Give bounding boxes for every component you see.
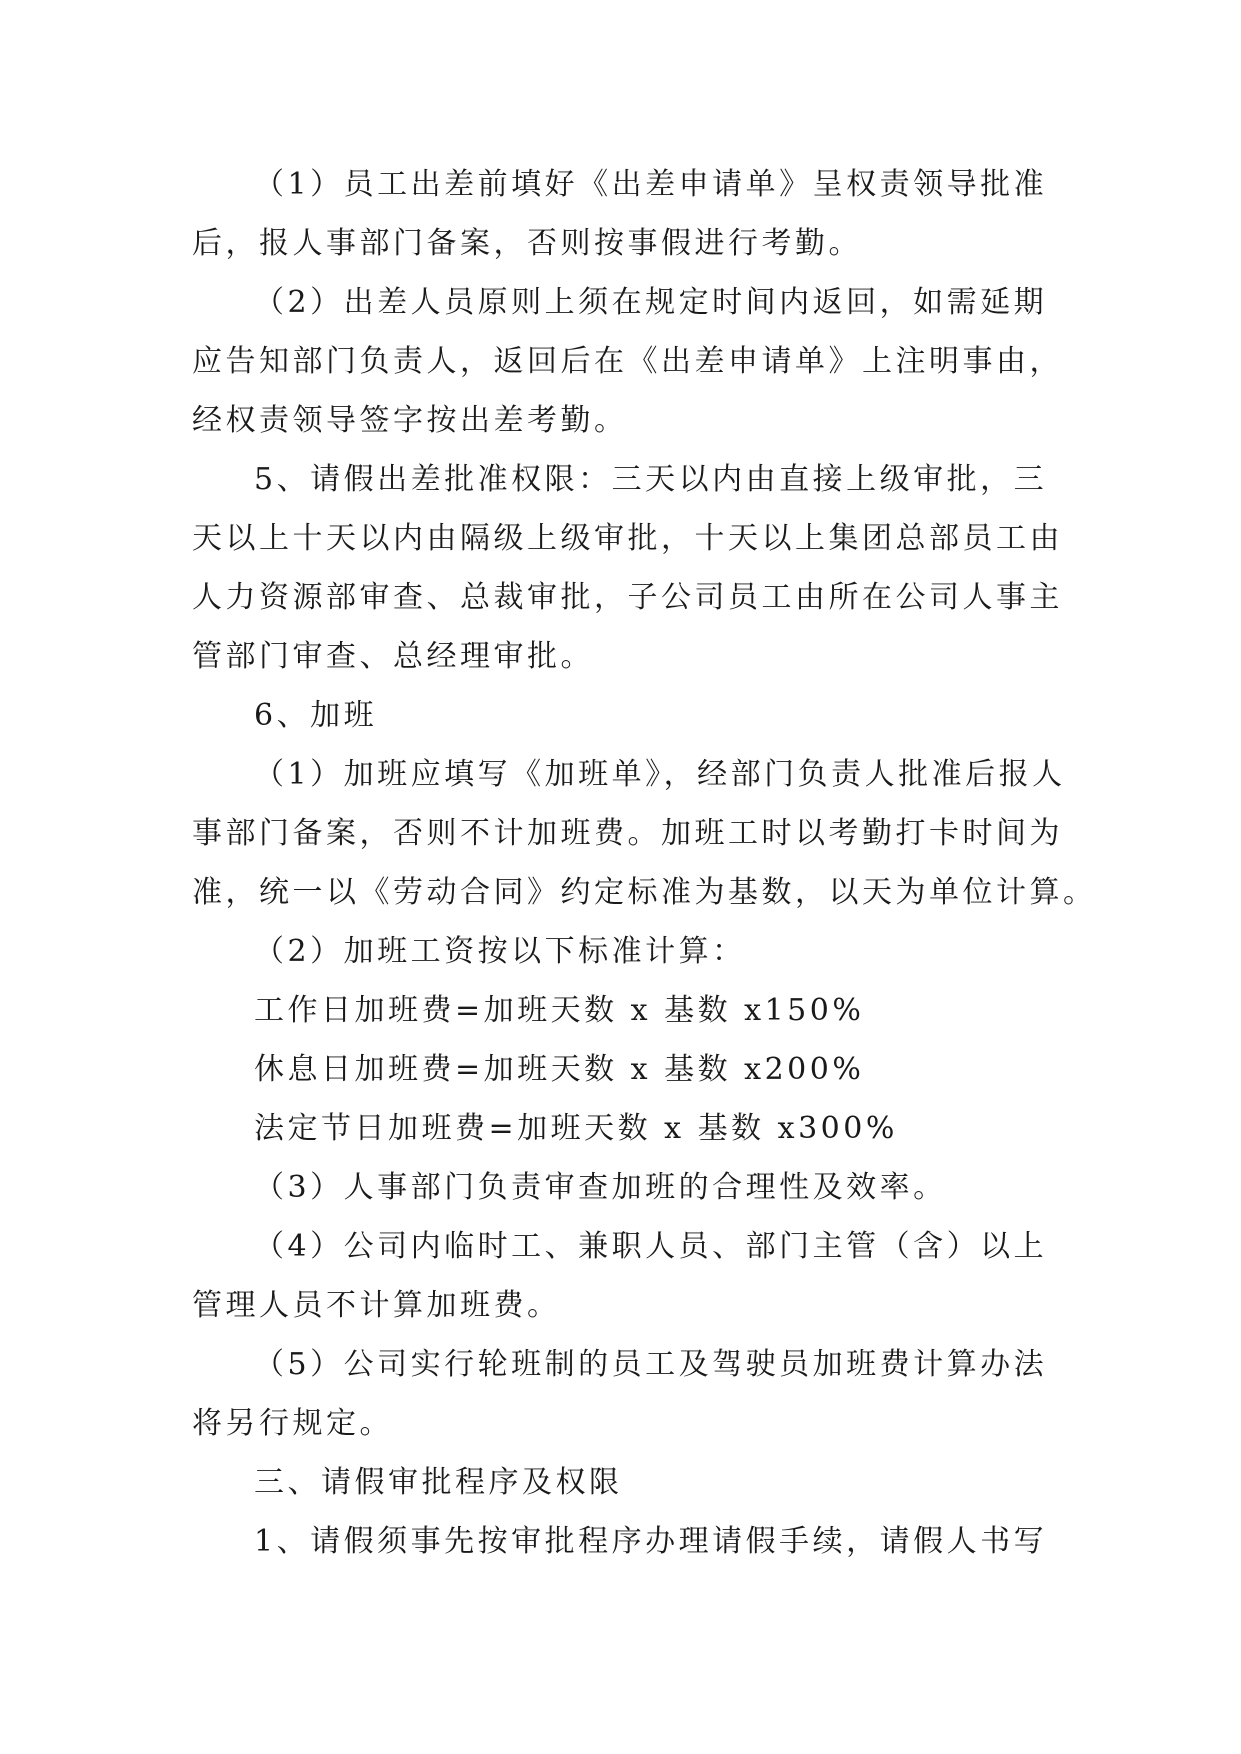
formula-line: 工作日加班费=加班天数 x 基数 x150% <box>254 993 865 1028</box>
text-line: 应告知部门负责人，返回后在《出差申请单》上注明事由， <box>192 344 1063 379</box>
text-line: 5、请假出差批准权限：三天以内由直接上级审批，三 <box>254 462 1048 497</box>
document-page <box>192 155 1097 1571</box>
text-line: 管部门审查、总经理审批。 <box>192 639 594 674</box>
text-line: （5）公司实行轮班制的员工及驾驶员加班费计算办法 <box>254 1347 1048 1382</box>
text-line: （4）公司内临时工、兼职人员、部门主管（含）以上 <box>254 1229 1048 1264</box>
text-line: 天以上十天以内由隔级上级审批，十天以上集团总部员工由 <box>192 521 1063 556</box>
formula-line: 休息日加班费=加班天数 x 基数 x200% <box>254 1052 865 1087</box>
section-heading: 三、请假审批程序及权限 <box>254 1465 623 1500</box>
text-line: （2）加班工资按以下标准计算： <box>254 934 746 969</box>
text-line: 1、请假须事先按审批程序办理请假手续，请假人书写 <box>254 1524 1048 1559</box>
text-line: 事部门备案，否则不计加班费。加班工时以考勤打卡时间为 <box>192 816 1063 851</box>
section-heading: 6、加班 <box>254 698 378 733</box>
text-line: 经权责领导签字按出差考勤。 <box>192 403 628 438</box>
text-line: 将另行规定。 <box>192 1406 393 1441</box>
formula-line: 法定节日加班费=加班天数 x 基数 x300% <box>254 1111 898 1146</box>
text-line: （1）加班应填写《加班单》，经部门负责人批准后报人 <box>254 757 1066 792</box>
text-line: 准，统一以《劳动合同》约定标准为基数，以天为单位计算。 <box>192 875 1097 910</box>
text-line: （3）人事部门负责审查加班的合理性及效率。 <box>254 1170 947 1205</box>
text-line: 后，报人事部门备案，否则按事假进行考勤。 <box>192 226 862 261</box>
text-line: （2）出差人员原则上须在规定时间内返回，如需延期 <box>254 285 1048 320</box>
text-line: 人力资源部审查、总裁审批，子公司员工由所在公司人事主 <box>192 580 1063 615</box>
text-line: 管理人员不计算加班费。 <box>192 1288 561 1323</box>
text-line: （1）员工出差前填好《出差申请单》呈权责领导批准 <box>254 167 1048 202</box>
